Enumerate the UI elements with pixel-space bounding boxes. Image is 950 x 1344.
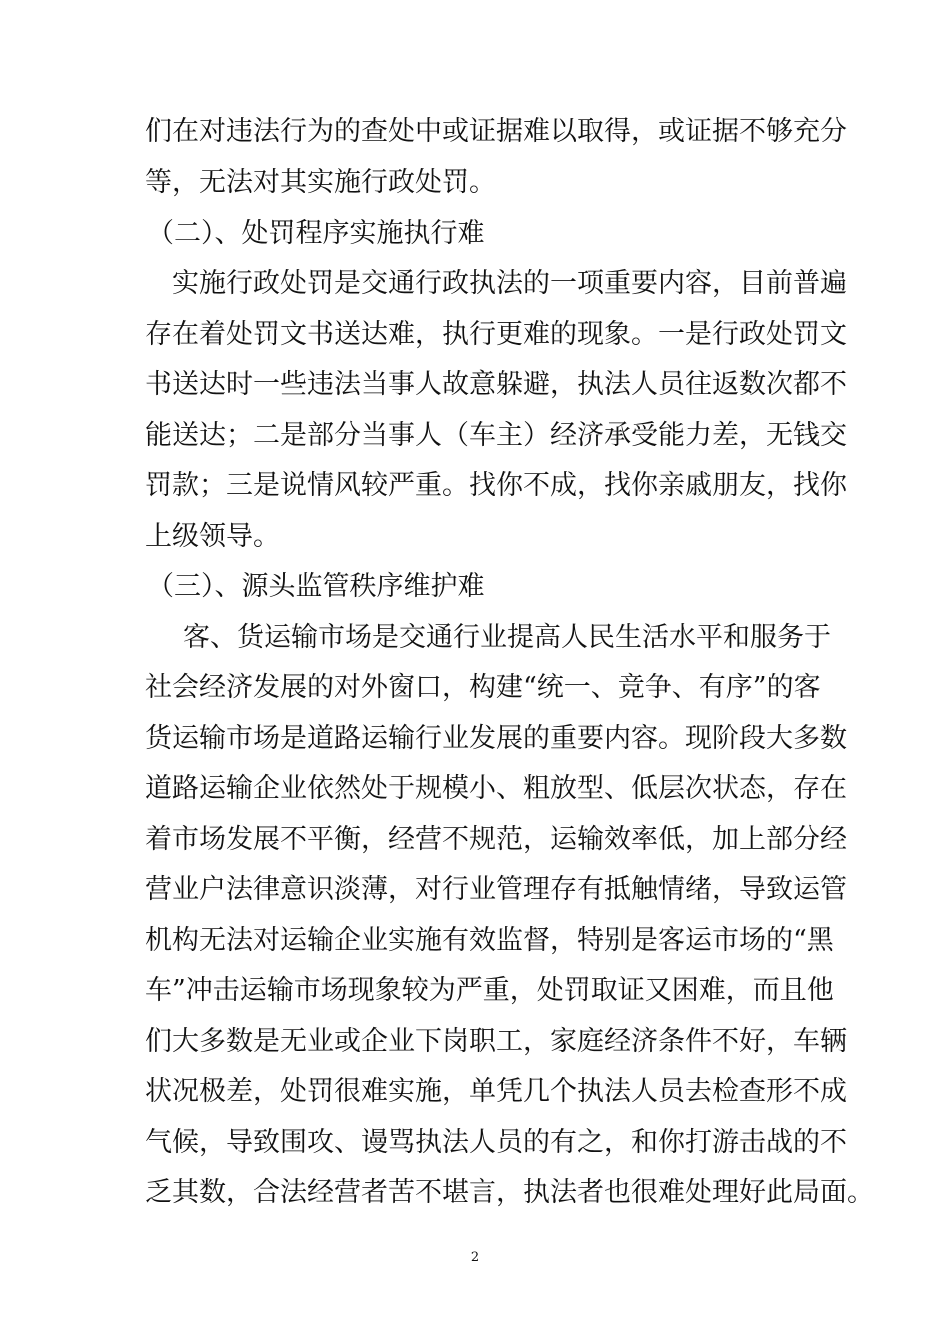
text-line: 道路运输企业依然处于规模小、粗放型、低层次状态，存在 [145, 773, 847, 804]
paragraph-first-line: 客、货运输市场是交通行业提高人民生活水平和服务于 [183, 622, 831, 653]
section-heading: （三）、源头监管秩序维护难 [147, 571, 485, 602]
text-line: 上级领导。 [145, 521, 280, 552]
paragraph-first-line: 实施行政处罚是交通行政执法的一项重要内容，目前普遍 [172, 268, 847, 299]
text-line: 营业户法律意识淡薄，对行业管理存有抵触情绪，导致运管 [145, 874, 847, 905]
text-line: 能送达；二是部分当事人（车主）经济承受能力差，无钱交 [145, 420, 847, 451]
text-line: 书送达时一些违法当事人故意躲避，执法人员往返数次都不 [145, 369, 847, 400]
section-heading: （二）、处罚程序实施执行难 [147, 218, 485, 249]
text-line: 气候，导致围攻、谩骂执法人员的有之，和你打游击战的不 [145, 1127, 847, 1158]
page-number: 2 [470, 1250, 480, 1265]
text-line: 机构无法对运输企业实施有效监督，特别是客运市场的“黑 [145, 925, 834, 956]
text-line: 们在对违法行为的查处中或证据难以取得，或证据不够充分 [145, 116, 847, 147]
text-line: 货运输市场是道路运输行业发展的重要内容。现阶段大多数 [145, 723, 847, 754]
text-line: 社会经济发展的对外窗口，构建“统一、竞争、有序”的客 [145, 672, 821, 703]
text-line: 们大多数是无业或企业下岗职工，家庭经济条件不好，车辆 [145, 1026, 847, 1057]
text-line: 状况极差，处罚很难实施，单凭几个执法人员去检查形不成 [145, 1076, 847, 1107]
text-line: 罚款；三是说情风较严重。找你不成，找你亲戚朋友，找你 [145, 470, 847, 501]
text-line: 着市场发展不平衡，经营不规范，运输效率低，加上部分经 [145, 824, 847, 855]
text-line: 车”冲击运输市场现象较为严重，处罚取证又困难，而且他 [145, 975, 834, 1006]
text-line: 存在着处罚文书送达难，执行更难的现象。一是行政处罚文 [145, 319, 847, 350]
text-line: 乏其数，合法经营者苦不堪言，执法者也很难处理好此局面。 [145, 1177, 874, 1208]
text-line: 等，无法对其实施行政处罚。 [145, 167, 496, 198]
